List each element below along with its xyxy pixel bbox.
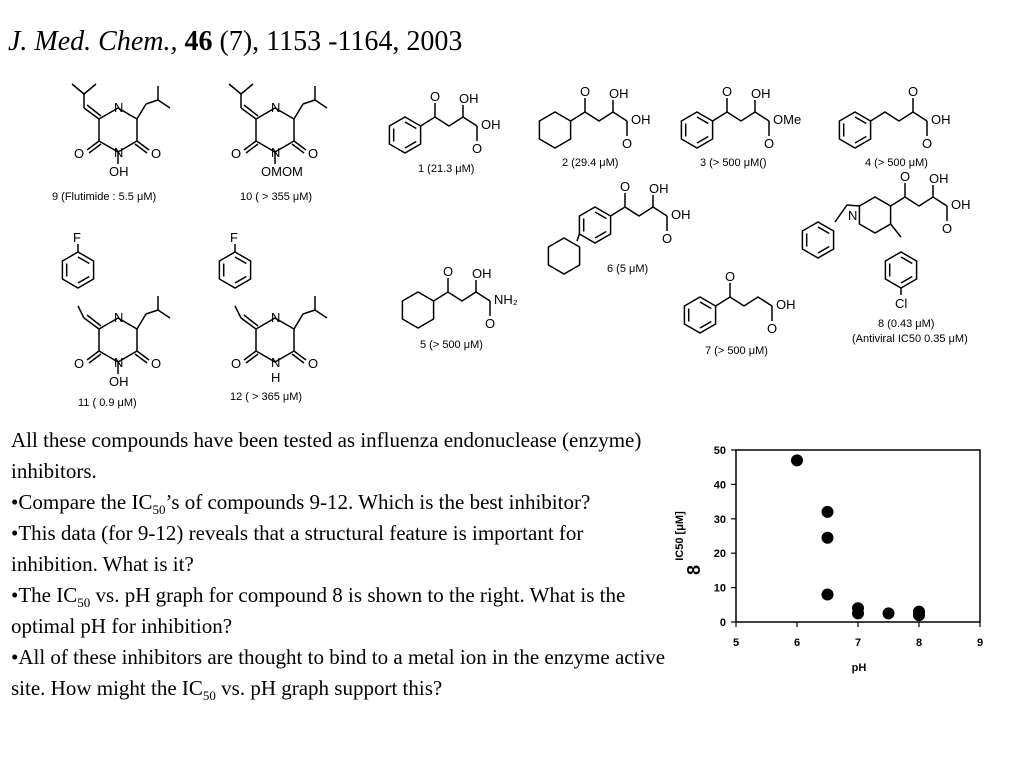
compound-9-label: 9 (Flutimide : 5.5 μM) [52,191,157,203]
structure-1 [389,89,500,156]
y-tick-label: 50 [713,445,726,457]
svg-text:O: O [430,89,441,104]
svg-text:H: H [271,370,281,385]
compound-8-label: 8 (0.43 μM) [878,318,935,330]
question-2: •This data (for 9-12) reveals that a structural feature is important for inhibition. What is it? [11,521,584,576]
y-tick-label: 20 [713,548,726,561]
svg-text:O: O [472,141,483,156]
y-tick-label: 40 [713,479,726,492]
svg-text:O: O [151,146,162,161]
compound-label: 8 [684,564,704,576]
svg-text:OMe: OMe [773,112,802,127]
compound-6-label: 6 (5 μM) [607,263,649,275]
compound-11-label: 11 ( 0.9 μM) [78,397,137,409]
compound-5-label: 5 (> 500 μM) [420,339,483,351]
svg-text:O: O [764,136,775,151]
y-tick-label: 30 [713,513,726,526]
x-axis-title: pH [851,662,867,674]
compound-4-label: 4 (> 500 μM) [865,157,928,169]
x-tick-label: 8 [915,637,923,649]
data-point [822,506,834,518]
svg-text:N: N [114,145,124,160]
svg-text:OH: OH [481,117,501,132]
structure-2 [539,84,650,151]
svg-text:O: O [900,169,911,184]
data-point [883,607,895,619]
structure-11 [62,230,170,389]
data-point [791,454,803,466]
ic50-ph-chart [670,430,1000,680]
svg-text:OMOM: OMOM [261,164,303,179]
svg-text:OH: OH [472,266,492,281]
structure-3 [681,84,801,151]
intro-text: All these compounds have been tested as influenza endonuclease (enzyme) inhibitors. [11,428,642,483]
svg-text:Cl: Cl [895,296,908,311]
svg-text:N: N [271,145,281,160]
y-tick-label: 0 [719,617,726,629]
compound-3-label: 3 (> 500 μM() [700,157,767,169]
svg-text:OH: OH [929,171,949,186]
structure-9 [72,84,170,179]
svg-text:OH: OH [109,164,129,179]
x-tick-label: 5 [732,637,740,649]
svg-text:OH: OH [609,86,629,101]
svg-text:O: O [74,146,85,161]
svg-text:O: O [620,179,631,194]
compound-7-label: 7 (> 500 μM) [705,345,768,357]
svg-text:OH: OH [776,297,796,312]
structure-12 [219,230,327,385]
svg-text:O: O [231,146,242,161]
svg-text:O: O [580,84,591,99]
data-point [913,609,925,621]
svg-text:O: O [308,146,319,161]
svg-text:O: O [74,356,85,371]
svg-text:O: O [662,231,673,246]
x-tick-label: 6 [793,637,801,649]
svg-text:O: O [443,264,454,279]
data-point [822,532,834,544]
svg-text:O: O [722,84,733,99]
x-tick-label: 9 [976,637,984,649]
svg-text:OH: OH [109,374,129,389]
svg-text:N: N [114,100,124,115]
svg-text:O: O [151,356,162,371]
svg-text:O: O [767,321,778,336]
svg-text:OH: OH [649,181,669,196]
svg-text:NH₂: NH₂ [494,292,518,307]
structure-4 [839,84,950,151]
svg-text:N: N [271,355,281,370]
structure-8 [802,169,970,311]
svg-text:OH: OH [951,197,971,212]
question-3: •The $IC_{50}$ vs. pH graph for compound 8 is shown to the right. What is the optimal pH for inhibition? [11,583,626,638]
question-text [11,425,671,704]
journal-volume: 46 [184,26,213,57]
svg-text:OH: OH [459,91,479,106]
svg-text:F: F [230,230,238,245]
plot-frame [736,450,980,622]
svg-text:N: N [848,208,858,223]
svg-text:O: O [308,356,319,371]
svg-text:OH: OH [751,86,771,101]
compound-1-label: 1 (21.3 μM) [418,163,475,175]
compound-10-label: 10 ( > 355 μM) [240,191,313,203]
svg-text:O: O [922,136,933,151]
svg-text:N: N [271,100,281,115]
question-1: •Compare the $IC_{50}’s$ of compounds 9-12. Which is the best inhibitor? [11,490,591,518]
journal-issue-pages: (7), 1153 -1164, 2003 [219,26,463,57]
svg-text:OH: OH [631,112,651,127]
svg-text:O: O [622,136,633,151]
x-tick-label: 7 [854,637,862,649]
svg-text:OH: OH [671,207,691,222]
structure-6 [548,179,690,274]
structure-5 [402,264,517,331]
compound-12-label: 12 ( > 365 μM) [230,391,303,403]
svg-text:F: F [73,230,81,245]
structure-10 [229,84,327,179]
data-point [822,588,834,600]
svg-text:O: O [725,269,736,284]
y-axis-title: IC50 [μM] [674,511,686,561]
svg-text:O: O [485,316,496,331]
svg-text:O: O [231,356,242,371]
question-4: •All of these inhibitors are thought to bind to a metal ion in the enzyme active site. How might the $IC_{50}$ vs. pH graph support this? [11,645,666,704]
journal-name: J. Med. Chem., [8,26,178,57]
svg-text:OH: OH [931,112,951,127]
data-point [852,607,864,619]
svg-text:O: O [942,221,953,236]
compound-8-antiviral-label: (Antiviral IC50 0.35 μM) [852,333,968,345]
y-tick-label: 10 [713,582,726,595]
svg-text:N: N [114,355,124,370]
compound-2-label: 2 (29.4 μM) [562,157,619,169]
svg-text:N: N [271,310,281,325]
svg-text:O: O [908,84,919,99]
structure-7 [684,269,795,336]
svg-text:N: N [114,310,124,325]
